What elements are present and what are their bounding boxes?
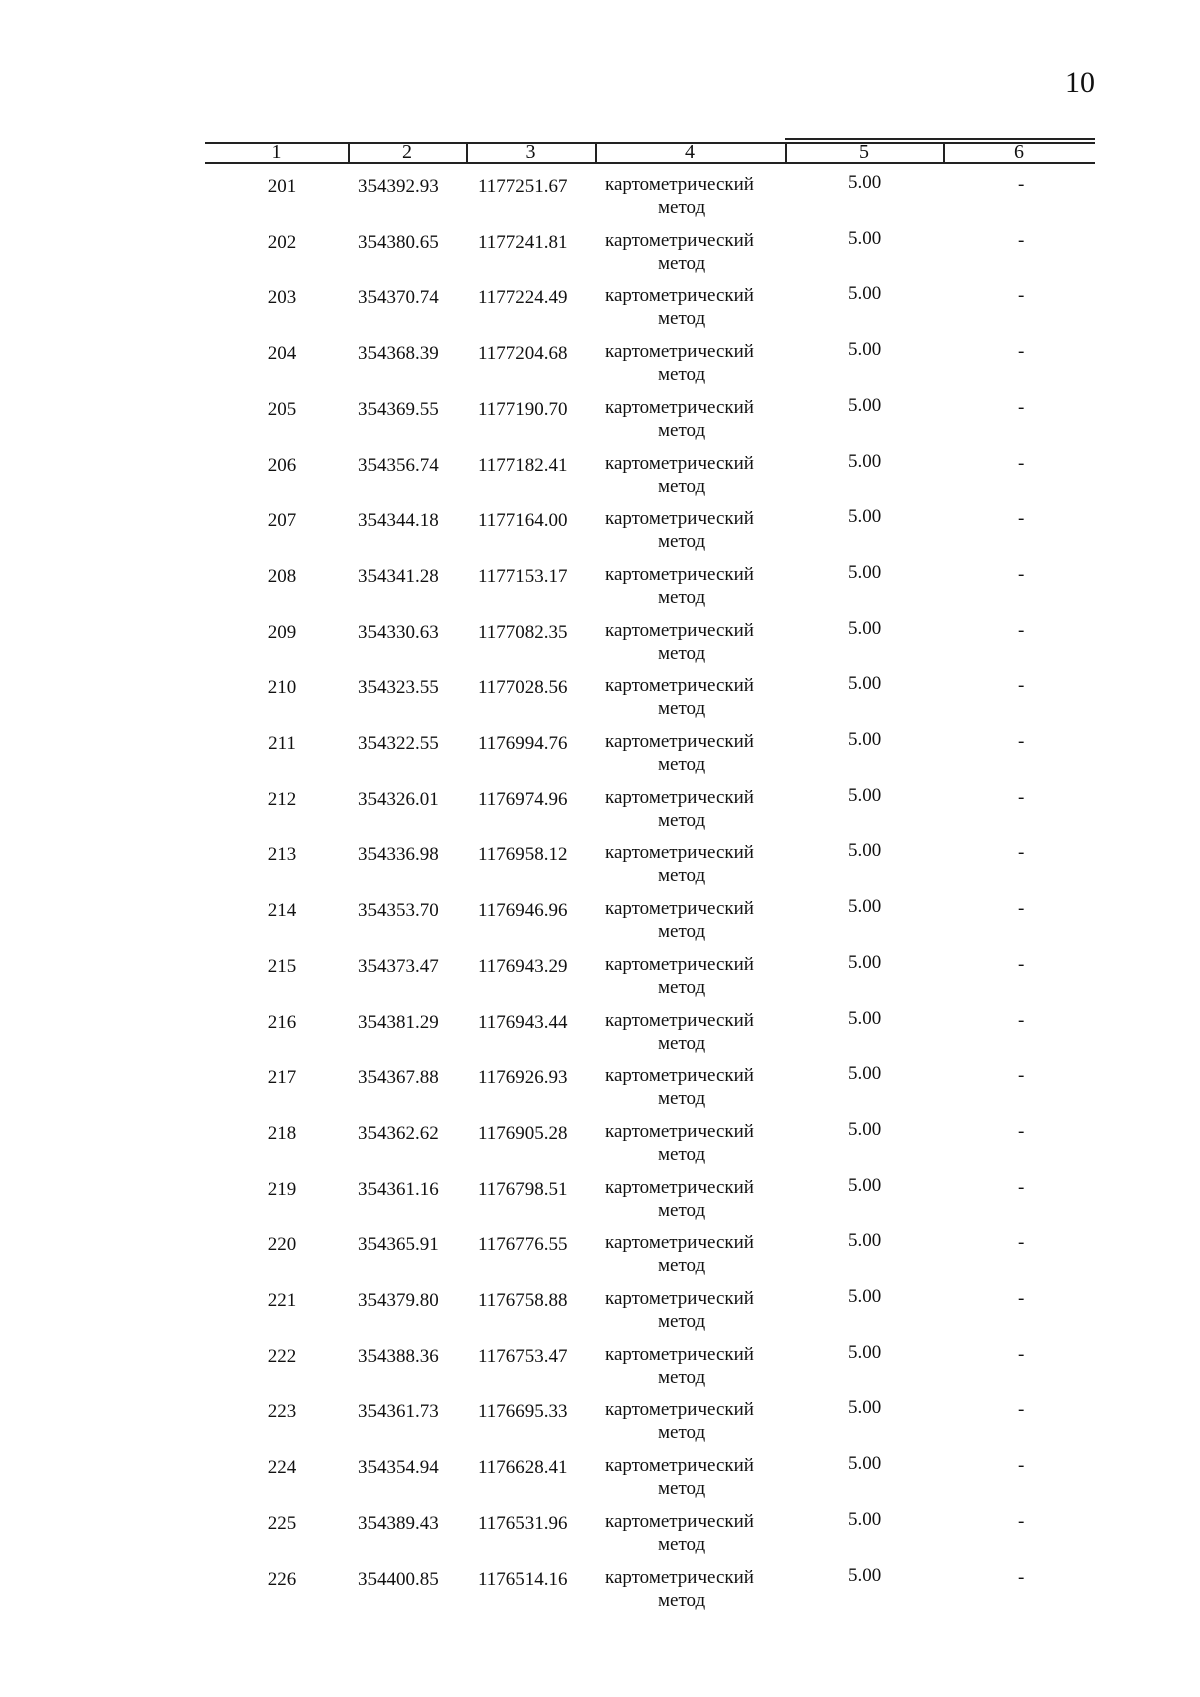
method-line-1: картометрический <box>605 174 754 195</box>
method-line-1: картометрический <box>605 1232 754 1254</box>
coordinate-y: 1177190.70 <box>478 398 568 420</box>
row-number: 201 <box>267 176 297 197</box>
accuracy-value: 5.00 <box>848 951 882 973</box>
table-row <box>0 729 1200 779</box>
note-value: - <box>1018 675 1025 697</box>
row-number: 212 <box>267 788 297 810</box>
coordinate-y: 1176958.12 <box>478 844 568 866</box>
coordinate-y: 1177204.68 <box>478 343 568 365</box>
method-line-1: картометрический <box>605 285 754 307</box>
row-number: 208 <box>267 565 297 587</box>
accuracy-value: 5.00 <box>848 784 882 806</box>
row-number: 224 <box>267 1457 297 1479</box>
coordinate-x: 354330.63 <box>358 621 439 643</box>
accuracy-value: 5.00 <box>848 506 882 528</box>
coordinate-y: 1177182.41 <box>478 454 568 476</box>
coordinate-x: 354400.85 <box>358 1568 439 1590</box>
note-value: - <box>1018 1343 1025 1365</box>
method-line-1: картометрический <box>605 396 754 418</box>
method-line-1: картометрический <box>605 1399 754 1421</box>
coordinate-y: 1176758.88 <box>478 1290 568 1311</box>
table-row <box>0 618 1200 668</box>
coordinate-x: 354370.74 <box>358 287 439 309</box>
note-value: - <box>1018 285 1025 307</box>
note-value: - <box>1018 1065 1025 1087</box>
note-value: - <box>1018 341 1025 363</box>
method-line-2: метод <box>658 1199 706 1221</box>
row-number: 222 <box>267 1345 297 1367</box>
table-row <box>0 395 1200 445</box>
method-line-1: картометрический <box>605 898 754 920</box>
accuracy-value: 5.00 <box>848 1007 882 1029</box>
table-row <box>0 339 1200 389</box>
coordinate-x: 354341.28 <box>358 565 439 587</box>
method-line-1: картометрический <box>605 229 754 251</box>
note-value: - <box>1018 1455 1025 1477</box>
accuracy-value: 5.00 <box>848 1118 882 1140</box>
coordinate-y: 1176926.93 <box>478 1067 568 1089</box>
coordinate-x: 354354.94 <box>358 1457 439 1479</box>
coordinate-y: 1176514.16 <box>478 1568 568 1590</box>
method-line-2: метод <box>658 1478 706 1500</box>
table-row <box>0 1063 1200 1113</box>
note-value: - <box>1018 842 1025 864</box>
coordinate-y: 1176905.28 <box>478 1122 568 1144</box>
table-row <box>0 1008 1200 1058</box>
coordinate-x: 354361.73 <box>358 1401 439 1423</box>
column-header-4: 4 <box>685 141 695 163</box>
coordinate-y: 1176798.51 <box>478 1178 568 1200</box>
coordinate-x: 354373.47 <box>358 955 439 977</box>
method-line-1: картометрический <box>605 1120 754 1142</box>
table-row <box>0 1230 1200 1280</box>
method-line-1: картометрический <box>605 842 754 864</box>
coordinate-y: 1176946.96 <box>478 900 568 922</box>
coordinate-x: 354336.98 <box>358 844 439 866</box>
row-number: 221 <box>267 1290 297 1311</box>
table-row <box>0 506 1200 556</box>
method-line-1: картометрический <box>605 1566 754 1588</box>
method-line-1: картометрический <box>605 1455 754 1477</box>
row-number: 214 <box>267 900 297 922</box>
method-line-2: метод <box>658 1088 706 1110</box>
table-row <box>0 785 1200 835</box>
coordinate-y: 1177153.17 <box>478 565 568 587</box>
table-row <box>0 1342 1200 1392</box>
accuracy-value: 5.00 <box>848 1230 882 1252</box>
note-value: - <box>1018 396 1025 418</box>
method-line-1: картометрический <box>605 452 754 474</box>
table-row <box>0 228 1200 278</box>
row-number: 205 <box>267 398 297 420</box>
coordinate-x: 354326.01 <box>358 788 439 810</box>
method-line-2: метод <box>658 1255 706 1277</box>
coordinate-x: 354353.70 <box>358 900 439 922</box>
coordinate-x: 354367.88 <box>358 1067 439 1089</box>
note-value: - <box>1018 1120 1025 1142</box>
method-line-2: метод <box>658 1533 706 1555</box>
accuracy-value: 5.00 <box>848 172 882 193</box>
accuracy-value: 5.00 <box>848 1453 882 1475</box>
row-number: 220 <box>267 1234 297 1256</box>
coordinate-y: 1176974.96 <box>478 788 568 810</box>
accuracy-value: 5.00 <box>848 1564 882 1586</box>
method-line-1: картометрический <box>605 341 754 363</box>
accuracy-value: 5.00 <box>848 1286 882 1307</box>
row-number: 206 <box>267 454 297 476</box>
method-line-2: метод <box>658 1589 706 1611</box>
coordinate-x: 354389.43 <box>358 1512 439 1534</box>
row-number: 204 <box>267 343 297 365</box>
table-row <box>0 896 1200 946</box>
row-number: 223 <box>267 1401 297 1423</box>
coordinate-x: 354356.74 <box>358 454 439 476</box>
coordinate-x: 354368.39 <box>358 343 439 365</box>
table-row <box>0 952 1200 1002</box>
coordinate-x: 354380.65 <box>358 231 439 253</box>
method-line-2: метод <box>658 809 706 831</box>
note-value: - <box>1018 229 1025 251</box>
coordinate-x: 354381.29 <box>358 1011 439 1033</box>
column-header-5: 5 <box>859 141 869 163</box>
method-line-1: картометрический <box>605 1288 754 1309</box>
row-number: 215 <box>267 955 297 977</box>
coordinate-x: 354323.55 <box>358 677 439 699</box>
note-value: - <box>1018 898 1025 920</box>
page-number: 10 <box>1065 66 1095 99</box>
table-row <box>0 172 1200 222</box>
note-value: - <box>1018 1510 1025 1532</box>
method-line-1: картометрический <box>605 563 754 585</box>
method-line-2: метод <box>658 475 706 497</box>
method-line-2: метод <box>658 865 706 887</box>
method-line-2: метод <box>658 1366 706 1388</box>
accuracy-value: 5.00 <box>848 1174 882 1196</box>
method-line-2: метод <box>658 754 706 775</box>
note-value: - <box>1018 953 1025 975</box>
note-value: - <box>1018 1288 1025 1309</box>
method-line-1: картометрический <box>605 675 754 697</box>
method-line-1: картометрический <box>605 619 754 641</box>
coordinate-y: 1177028.56 <box>478 677 568 699</box>
method-line-1: картометрический <box>605 786 754 808</box>
coordinate-y: 1177164.00 <box>478 510 568 532</box>
coordinate-x: 354344.18 <box>358 510 439 532</box>
column-header-1: 1 <box>271 141 282 163</box>
accuracy-value: 5.00 <box>848 1397 882 1419</box>
note-value: - <box>1018 508 1025 530</box>
accuracy-value: 5.00 <box>848 896 882 918</box>
coordinate-y: 1176531.96 <box>478 1512 568 1534</box>
coordinate-y: 1176943.29 <box>478 955 568 977</box>
row-number: 216 <box>267 1011 297 1033</box>
coordinate-y: 1176628.41 <box>478 1457 568 1479</box>
coordinate-x: 354392.93 <box>358 176 439 197</box>
note-value: - <box>1018 1232 1025 1254</box>
accuracy-value: 5.00 <box>848 283 882 305</box>
coordinate-x: 354361.16 <box>358 1178 439 1200</box>
note-value: - <box>1018 731 1025 752</box>
note-value: - <box>1018 786 1025 808</box>
method-line-1: картометрический <box>605 731 754 752</box>
note-value: - <box>1018 1176 1025 1198</box>
row-number: 226 <box>267 1568 297 1590</box>
note-value: - <box>1018 619 1025 641</box>
accuracy-value: 5.00 <box>848 729 882 750</box>
column-header-6: 6 <box>1014 141 1024 163</box>
method-line-1: картометрический <box>605 1510 754 1532</box>
method-line-1: картометрический <box>605 1065 754 1087</box>
coordinate-x: 354362.62 <box>358 1122 439 1144</box>
accuracy-value: 5.00 <box>848 450 882 472</box>
coordinate-x: 354322.55 <box>358 733 439 754</box>
row-number: 209 <box>267 621 297 643</box>
table-row <box>0 673 1200 723</box>
method-line-2: метод <box>658 252 706 274</box>
method-line-2: метод <box>658 197 706 218</box>
accuracy-value: 5.00 <box>848 673 882 695</box>
accuracy-value: 5.00 <box>848 1341 882 1363</box>
coordinate-y: 1177241.81 <box>478 231 568 253</box>
coordinate-y: 1176753.47 <box>478 1345 568 1367</box>
table-row <box>0 840 1200 890</box>
table-row <box>0 1397 1200 1447</box>
note-value: - <box>1018 1009 1025 1031</box>
method-line-2: метод <box>658 308 706 330</box>
note-value: - <box>1018 1566 1025 1588</box>
table-row <box>0 1119 1200 1169</box>
row-number: 211 <box>268 733 296 754</box>
accuracy-value: 5.00 <box>848 561 882 583</box>
row-number: 218 <box>267 1122 297 1144</box>
accuracy-value: 5.00 <box>848 840 882 862</box>
method-line-2: метод <box>658 586 706 608</box>
table-row <box>0 451 1200 501</box>
coordinate-y: 1177224.49 <box>478 287 568 309</box>
row-number: 213 <box>267 844 297 866</box>
method-line-1: картометрический <box>605 953 754 975</box>
note-value: - <box>1018 563 1025 585</box>
note-value: - <box>1018 174 1025 195</box>
coordinate-y: 1177082.35 <box>478 621 568 643</box>
method-line-2: метод <box>658 1422 706 1444</box>
coordinate-y: 1177251.67 <box>478 176 568 197</box>
coordinate-y: 1176776.55 <box>478 1234 568 1256</box>
accuracy-value: 5.00 <box>848 1063 882 1085</box>
method-line-1: картометрический <box>605 1009 754 1031</box>
method-line-2: метод <box>658 1311 706 1332</box>
method-line-2: метод <box>658 698 706 720</box>
table-row <box>0 1175 1200 1225</box>
row-number: 207 <box>267 510 297 532</box>
table-row <box>0 562 1200 612</box>
coordinate-y: 1176943.44 <box>478 1011 568 1033</box>
accuracy-value: 5.00 <box>848 394 882 416</box>
method-line-1: картометрический <box>605 1176 754 1198</box>
method-line-1: картометрический <box>605 1343 754 1365</box>
method-line-2: метод <box>658 1143 706 1165</box>
method-line-2: метод <box>658 976 706 998</box>
coordinate-y: 1176695.33 <box>478 1401 568 1423</box>
row-number: 202 <box>267 231 297 253</box>
table-row <box>0 1509 1200 1559</box>
row-number: 210 <box>267 677 297 699</box>
row-number: 203 <box>267 287 297 309</box>
row-number: 225 <box>267 1512 297 1534</box>
table-row <box>0 1453 1200 1503</box>
method-line-2: метод <box>658 642 706 664</box>
accuracy-value: 5.00 <box>848 227 882 249</box>
note-value: - <box>1018 1399 1025 1421</box>
method-line-1: картометрический <box>605 508 754 530</box>
coordinate-x: 354388.36 <box>358 1345 439 1367</box>
method-line-2: метод <box>658 364 706 386</box>
accuracy-value: 5.00 <box>848 617 882 639</box>
method-line-2: метод <box>658 531 706 553</box>
row-number: 219 <box>267 1178 297 1200</box>
method-line-2: метод <box>658 419 706 441</box>
column-header-2: 2 <box>402 141 412 163</box>
table-row <box>0 1565 1200 1615</box>
coordinate-x: 354365.91 <box>358 1234 439 1256</box>
row-number: 217 <box>267 1067 297 1089</box>
coordinate-x: 354379.80 <box>358 1290 439 1311</box>
coordinate-x: 354369.55 <box>358 398 439 420</box>
method-line-2: метод <box>658 921 706 943</box>
note-value: - <box>1018 452 1025 474</box>
method-line-2: метод <box>658 1032 706 1054</box>
table-row <box>0 1286 1200 1336</box>
column-header-3: 3 <box>525 141 536 163</box>
accuracy-value: 5.00 <box>848 1508 882 1530</box>
accuracy-value: 5.00 <box>848 339 882 361</box>
table-row <box>0 283 1200 333</box>
coordinate-y: 1176994.76 <box>478 733 568 754</box>
